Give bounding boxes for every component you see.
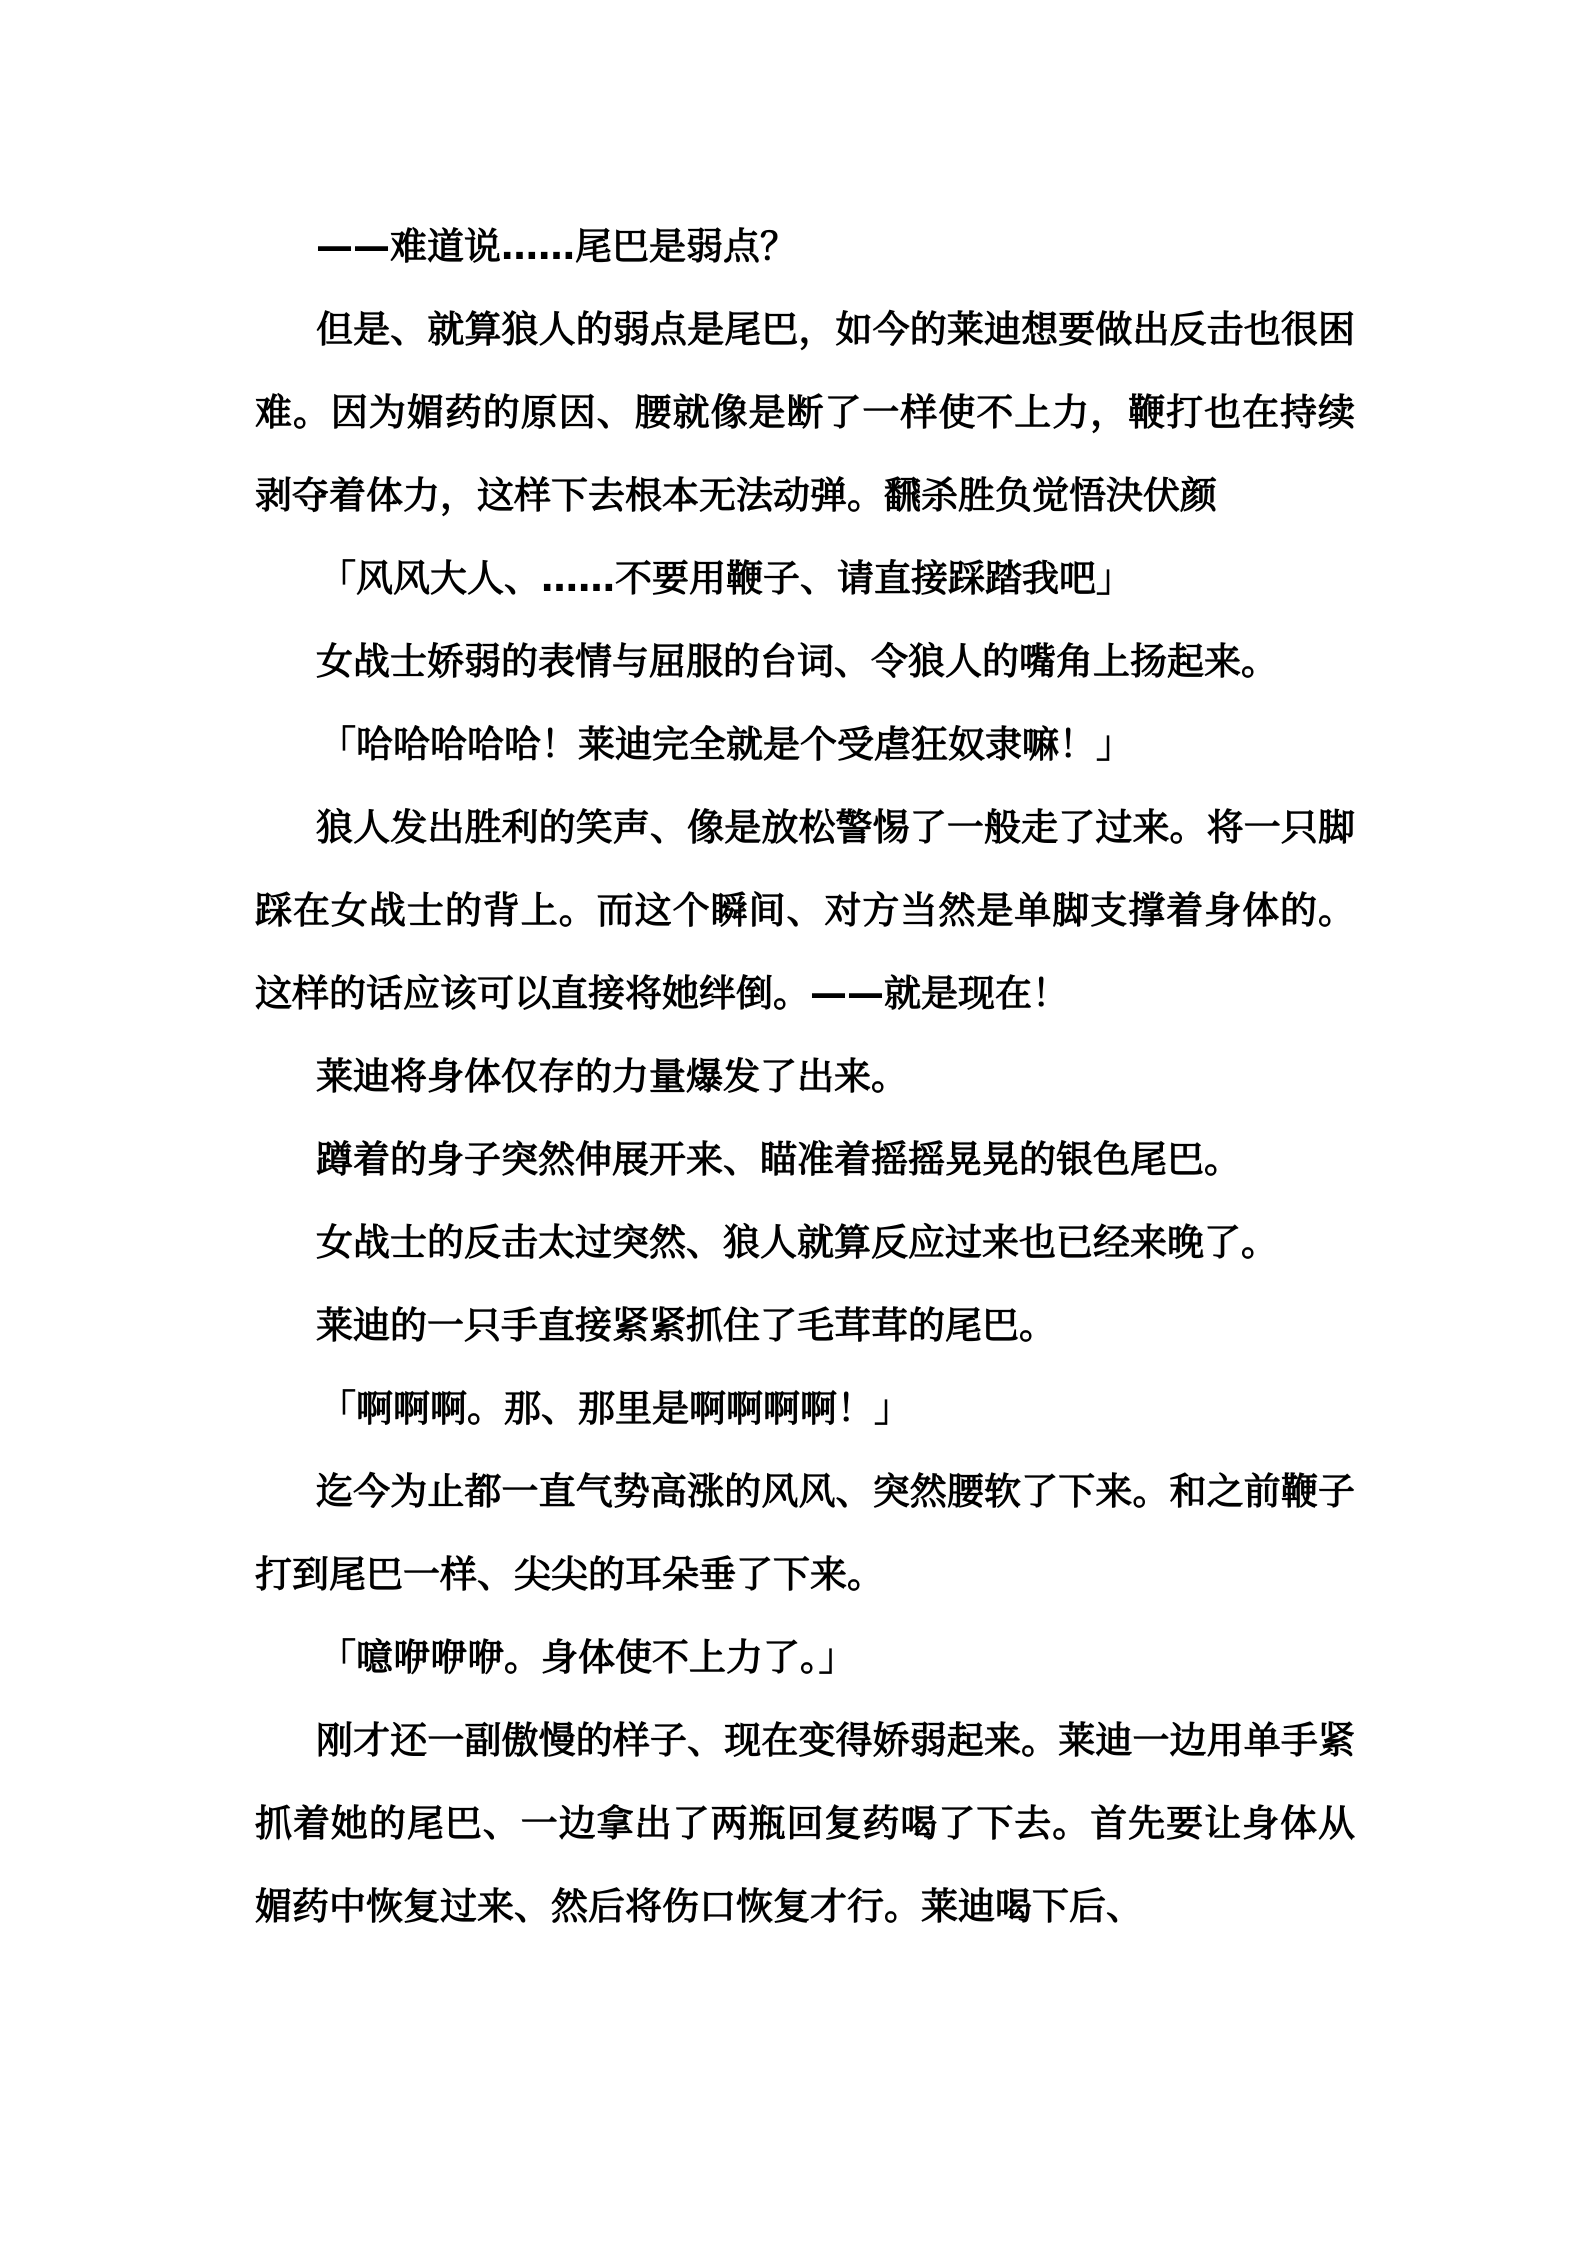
dialogue-line-4: 「噫咿咿咿。身体使不上力了。」: [319, 1636, 856, 1679]
paragraph-10: 刚才还一副傲慢的样子、现在变得娇弱起来。莱迪一边用单手紧抓着她的尾巴、一边拿出了两瓶回复药喝了下去。首先要让身体从媚药中恢复过来、然后将伤口恢复才行。莱迪喝下后、: [255, 1719, 1355, 1928]
dialogue-line-2: 「哈哈哈哈哈！莱迪完全就是个受虐狂奴隶嘛！」: [319, 723, 1133, 766]
paragraph-4: 狼人发出胜利的笑声、像是放松警惕了一般走了过来。将一只脚踩在女战士的背上。而这个瞬间、对方当然是单脚支撑着身体的。这样的话应该可以直接将她绊倒。——就是现在！: [255, 806, 1355, 1015]
paragraph-7: 女战士的反击太过突然、狼人就算反应过来也已经来晚了。: [316, 1221, 1278, 1264]
paragraph-1: ——难道说……尾巴是弱点？: [316, 225, 797, 268]
paragraph-8: 莱迪的一只手直接紧紧抓住了毛茸茸的尾巴。: [316, 1304, 1056, 1347]
document-body: [255, 205, 1355, 1948]
paragraph-9: 迄今为止都一直气势高涨的风风、突然腰软了下来。和之前鞭子打到尾巴一样、尖尖的耳朵垂了下来。: [255, 1470, 1355, 1596]
dialogue-line-1: 「风风大人、……不要用鞭子、请直接踩踏我吧」: [319, 557, 1133, 600]
paragraph-6: 蹲着的身子突然伸展开来、瞄准着摇摇晃晃的银色尾巴。: [316, 1138, 1241, 1181]
dialogue-line-3: 「啊啊啊。那、那里是啊啊啊啊！」: [319, 1387, 911, 1430]
paragraph-3: 女战士娇弱的表情与屈服的台词、令狼人的嘴角上扬起来。: [316, 640, 1278, 683]
paragraph-2: 但是、就算狼人的弱点是尾巴，如今的莱迪想要做出反击也很困难。因为媚药的原因、腰就像是断了一样使不上力，鞭打也在持续剥夺着体力，这样下去根本无法动弹。飜杀胜负觉悟決伏颜: [255, 308, 1355, 517]
paragraph-5: 莱迪将身体仅存的力量爆发了出来。: [316, 1055, 908, 1098]
